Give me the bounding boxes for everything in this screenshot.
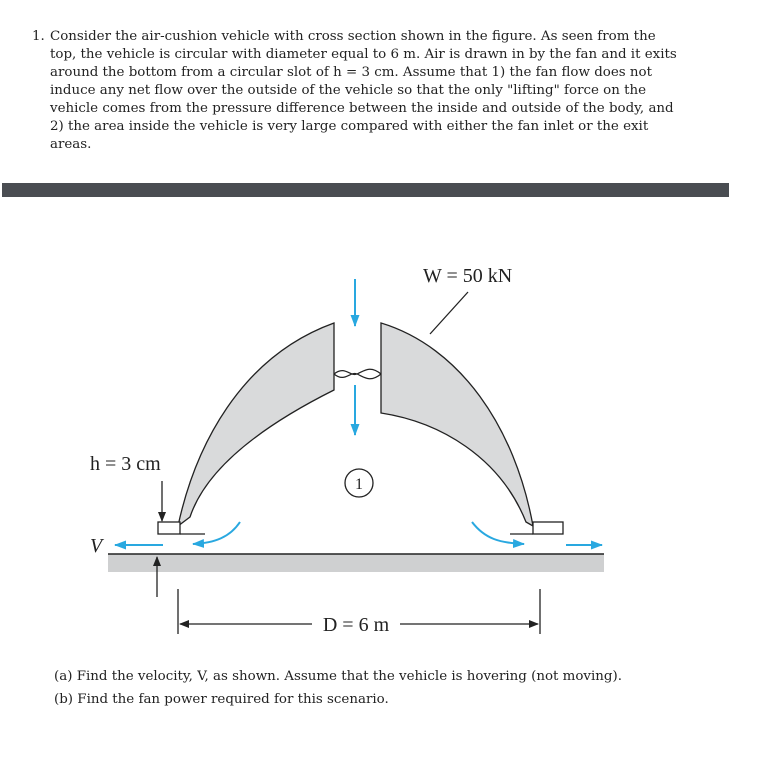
left-shell: [178, 323, 334, 526]
fan-icon: [334, 369, 381, 379]
weight-label: W = 50 kN: [423, 265, 513, 287]
inner-flow-left: [193, 522, 240, 544]
question-b: (b) Find the fan power required for this scenario.: [54, 692, 389, 707]
problem-number: 1.: [32, 29, 45, 44]
problem-text: Consider the air-cushion vehicle with cross section shown in the figure. As seen from the top, the vehicle is circular with diameter equal to 6 m. Air is drawn in by the fan and it exits around the bottom from a circular slot of h = 3 cm. Assume that 1) the fan flow does not induce any net flow over the outside of the vehicle so that the only "lifting" force on the vehicle comes from the pressure difference between the inside and outside of the body, and 2) the area inside the vehicle is very large compared with either the fan inlet or the exit areas.: [50, 29, 677, 152]
weight-leader: [430, 292, 468, 334]
figure-svg: [0, 197, 762, 647]
velocity-label: V: [90, 535, 103, 557]
inner-flow-right: [472, 522, 524, 544]
air-cushion-figure: [0, 197, 762, 647]
diameter-label: D = 6 m: [322, 614, 390, 636]
question-a: (a) Find the velocity, V, as shown. Assume that the vehicle is hovering (not moving).: [54, 669, 622, 684]
station-label: 1: [355, 476, 363, 493]
divider-bar: [2, 183, 729, 197]
right-slot: [533, 522, 563, 534]
question-list: [54, 665, 622, 711]
slot-label: h = 3 cm: [90, 453, 161, 475]
right-shell: [381, 323, 533, 526]
ground: [108, 554, 604, 572]
left-slot: [158, 522, 180, 534]
problem-statement: [32, 28, 682, 154]
